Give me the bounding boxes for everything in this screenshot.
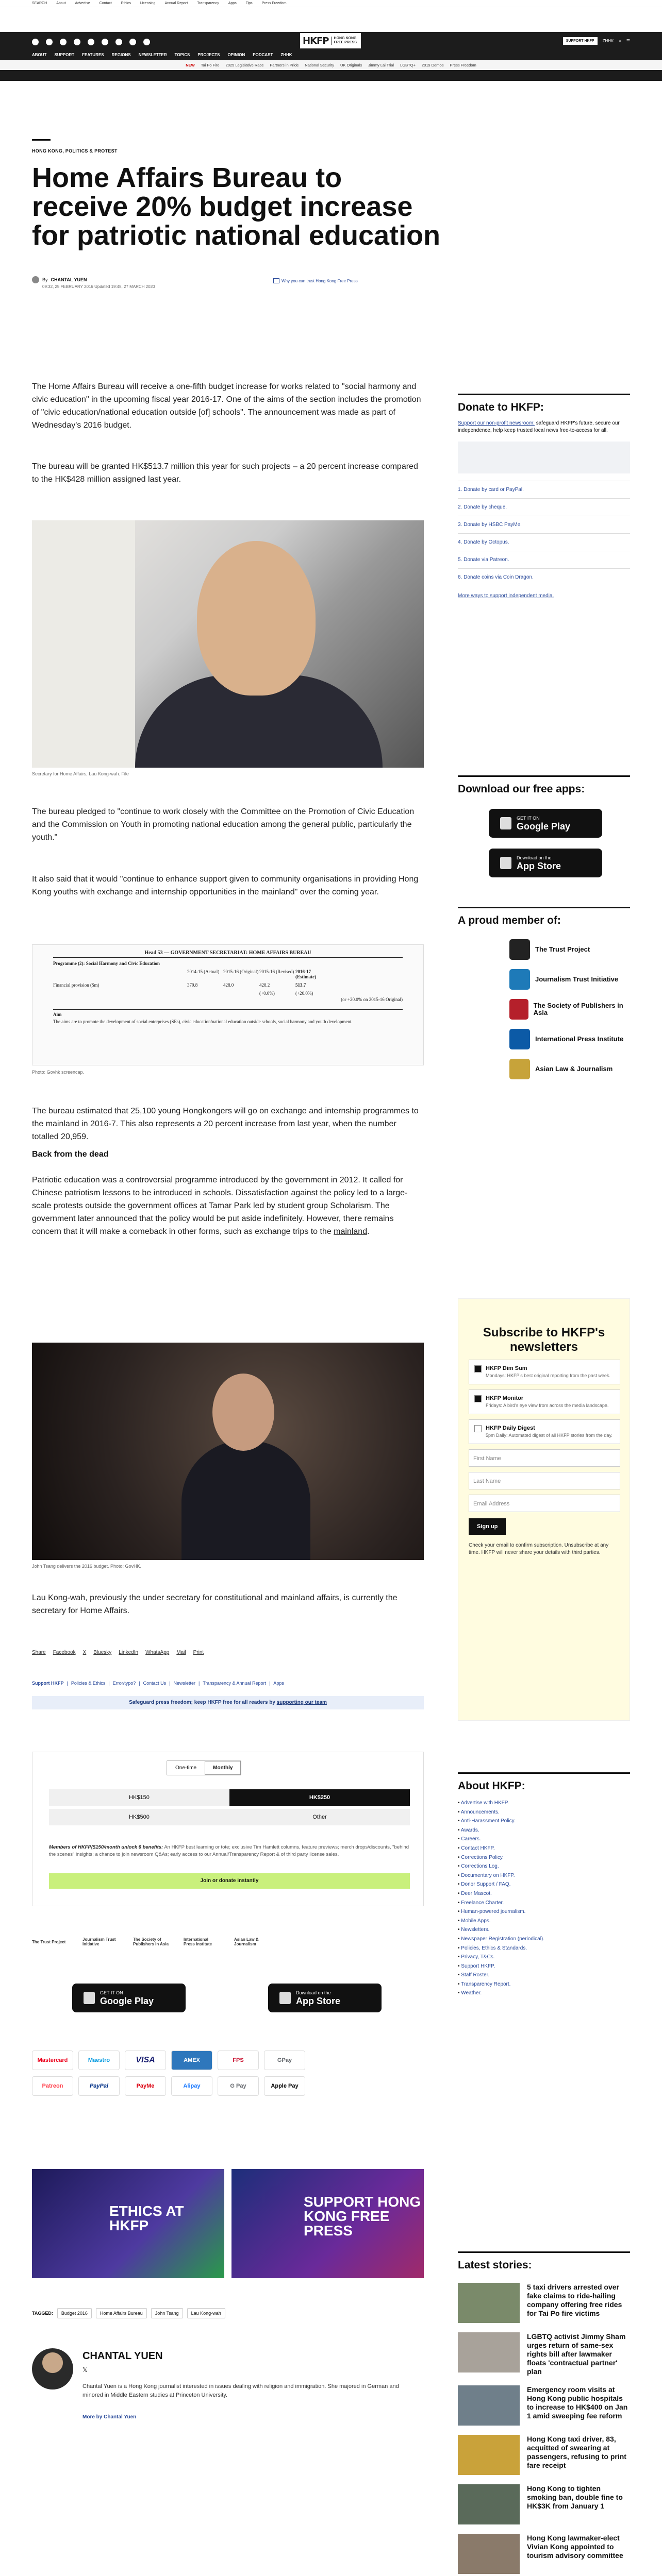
main-nav bbox=[32, 53, 292, 57]
table-row-pct: (+0.0%) (+20.0%) bbox=[259, 991, 313, 996]
payment-logo: PayPal bbox=[78, 2076, 120, 2096]
story-thumbnail bbox=[458, 2435, 520, 2475]
share-mail[interactable]: Mail bbox=[176, 1650, 186, 1655]
donate-methods-list bbox=[458, 481, 630, 586]
about-link[interactable]: • Contact HKFP. bbox=[458, 1844, 630, 1853]
bluesky-icon[interactable] bbox=[102, 39, 108, 45]
topbar-link[interactable]: Contact bbox=[99, 2, 112, 5]
paragraph: The bureau will be granted HK$513.7 million this year for such projects – a 20 percent increase compared to the HK$428 million assigned last year. bbox=[32, 462, 418, 484]
about-link[interactable]: • Awards. bbox=[458, 1826, 630, 1835]
about-link[interactable]: • Corrections Log. bbox=[458, 1862, 630, 1871]
sidebar-heading: Latest stories: bbox=[458, 2251, 630, 2272]
about-link[interactable]: • Anti-Harassment Policy. bbox=[458, 1817, 630, 1826]
nav-item[interactable]: FEATURES bbox=[82, 53, 104, 57]
nav-item[interactable]: REGIONS bbox=[111, 53, 131, 57]
checkbox-checked[interactable] bbox=[474, 1365, 482, 1372]
apple-icon bbox=[500, 857, 511, 869]
payment-methods-row-1 bbox=[32, 2050, 305, 2070]
about-link[interactable]: • Privacy, T&Cs. bbox=[458, 1953, 630, 1962]
story-thumbnail bbox=[458, 2484, 520, 2524]
article-photo-john-tsang bbox=[32, 1343, 424, 1560]
trending-link[interactable]: UK Originals bbox=[340, 62, 362, 67]
payment-logo: Alipay bbox=[171, 2076, 212, 2096]
paragraph: Patriotic education was a controversial programme introduced by the government in 2012. It called for Chinese patriotism lessons to be introduced in schools. Dissatisfaction against the policy led to a large-scale protests outside the government offices at Tamar Park led by student group Scholarism. The government later announced that the policy would be put aside indefinitely. However, there remains concern that it will make a comeback in other forms, such as exchange trips to the mainland. bbox=[32, 1176, 408, 1236]
nav-item[interactable]: TOPICS bbox=[174, 53, 190, 57]
topbar-link[interactable]: Press Freedom bbox=[261, 2, 287, 5]
story-thumbnail bbox=[458, 2534, 520, 2574]
about-link[interactable]: • Staff Roster. bbox=[458, 1971, 630, 1980]
frequency-toggle bbox=[167, 1760, 241, 1775]
payment-logo: Patreon bbox=[32, 2076, 73, 2096]
nav-item[interactable]: ZHHK bbox=[280, 53, 292, 57]
story-title[interactable]: LGBTQ activist Jimmy Sham urges return of same-sex rights bill after lawmaker floats 'contractual partner' plan bbox=[527, 2332, 626, 2376]
article-footer-links: Support HKFP | Policies & Ethics | Error/typo? | Contact Us | Newsletter | Transparency & Annual Report | Apps bbox=[32, 1681, 284, 1686]
support-hkfp-button[interactable]: SUPPORT HKFP bbox=[563, 37, 598, 45]
byline bbox=[32, 276, 87, 283]
footer-link[interactable]: Transparency & Annual Report bbox=[203, 1681, 267, 1686]
topbar-link[interactable]: About bbox=[56, 2, 66, 5]
about-link[interactable]: • Documentary on HKFP. bbox=[458, 1871, 630, 1880]
trending-link[interactable]: 2019 Demos bbox=[421, 62, 444, 67]
paragraph: The bureau estimated that 25,100 young Hongkongers will go on exchange and internship programmes to the mainland in 2016-7. This also represents a 20 percent increase from last year, when the number totalled 20,959. bbox=[32, 1107, 419, 1141]
new-label: NEW bbox=[186, 62, 195, 67]
share-x[interactable]: X bbox=[82, 1650, 87, 1655]
topbar-link[interactable]: Ethics bbox=[121, 2, 131, 5]
share-facebook[interactable]: Facebook bbox=[53, 1650, 76, 1655]
table-programme: Programme (2): Social Harmony and Civic Education bbox=[53, 961, 160, 966]
author-photo bbox=[32, 2348, 73, 2389]
author-name[interactable]: CHANTAL YUEN bbox=[82, 2350, 163, 2362]
app-store-badge[interactable]: Download on the App Store bbox=[268, 1984, 382, 2012]
payment-logo: GPay bbox=[264, 2050, 305, 2070]
member-logo[interactable]: Asian Law & Journalism bbox=[458, 1057, 630, 1081]
donate-graphic bbox=[458, 442, 630, 473]
about-link[interactable]: • Careers. bbox=[458, 1835, 630, 1844]
about-link[interactable]: • Human-powered journalism. bbox=[458, 1907, 630, 1917]
topbar-link[interactable]: Advertise bbox=[75, 2, 90, 5]
app-store-badge[interactable]: Download on the App Store bbox=[489, 849, 602, 877]
amount-option[interactable]: HK$150 bbox=[49, 1789, 229, 1806]
sidebar-heading: Donate to HKFP: bbox=[458, 394, 630, 414]
article-photo-lau-kong-wah bbox=[32, 520, 424, 768]
subscribe-note: Check your email to confirm subscription. Unsubscribe at any time. HKFP will never share your details with third parties. bbox=[469, 1543, 609, 1555]
email-input[interactable]: Email Address bbox=[469, 1495, 620, 1512]
payment-logo: G Pay bbox=[218, 2076, 259, 2096]
logo-wordmark: HONG KONG FREE PRESS bbox=[332, 37, 357, 45]
story-thumbnail bbox=[458, 2332, 520, 2372]
support-team-link[interactable]: supporting our team bbox=[276, 1700, 327, 1705]
about-link[interactable]: • Announcements. bbox=[458, 1808, 630, 1817]
instagram-icon[interactable] bbox=[60, 39, 67, 45]
donate-method[interactable]: 3. Donate by HSBC PayMe. bbox=[458, 516, 630, 533]
trending-link[interactable]: Tai Po Fire bbox=[201, 62, 220, 67]
about-link[interactable]: • Corrections Policy. bbox=[458, 1853, 630, 1862]
tag-link[interactable]: Budget 2016 bbox=[57, 2308, 92, 2318]
more-ways-link[interactable]: More ways to support independent media. bbox=[458, 593, 554, 599]
story-title[interactable]: Hong Kong to tighten smoking ban, double fine to HK$3K from January 1 bbox=[527, 2484, 623, 2510]
last-name-input[interactable]: Last Name bbox=[469, 1472, 620, 1489]
tab-one-time[interactable]: One-time bbox=[175, 1765, 197, 1771]
donation-widget bbox=[32, 1752, 424, 1906]
newsletter-option[interactable]: HKFP Daily Digest 5pm Daily: Automated digest of all HKFP stories from the day. bbox=[469, 1419, 620, 1444]
trending-bar bbox=[0, 60, 662, 70]
section-heading: Back from the dead bbox=[32, 1150, 109, 1159]
trending-link[interactable]: Press Freedom bbox=[450, 62, 476, 67]
table-aim-label: Aim bbox=[53, 1009, 403, 1017]
topbar-link[interactable]: Annual Report bbox=[164, 2, 188, 5]
payment-logo: AMEX bbox=[171, 2050, 212, 2070]
story-title[interactable]: Emergency room visits at Hong Kong public hospitals to increase to HK$400 on Jan 1 amid sweeping fee reform bbox=[527, 2385, 628, 2420]
table-heading: Head 53 — GOVERNMENT SECRETARIAT: HOME AFFAIRS BUREAU bbox=[53, 950, 403, 958]
search-icon[interactable]: ⌕ bbox=[619, 38, 621, 43]
story-item[interactable] bbox=[458, 2283, 630, 2323]
top-utility-bar bbox=[0, 0, 662, 7]
sidebar-heading: A proud member of: bbox=[458, 907, 630, 927]
site-logo[interactable] bbox=[300, 33, 361, 48]
trust-icon bbox=[273, 278, 279, 283]
table-row: Financial provision ($m) 379.8 428.0 428.2 513.7 bbox=[53, 982, 306, 988]
join-donate-button[interactable]: Join or donate instantly bbox=[49, 1873, 410, 1889]
threads-icon[interactable] bbox=[88, 39, 94, 45]
table-header-row: 2014-15 (Actual) 2015-16 (Original) 2015-16 (Revised) 2016-17 (Estimate) bbox=[187, 969, 316, 979]
photo-caption: John Tsang delivers the 2016 budget. Photo: GovHK. bbox=[32, 1564, 141, 1569]
donate-method[interactable]: 1. Donate by card or PayPal. bbox=[458, 481, 630, 498]
rss-icon[interactable] bbox=[143, 39, 150, 45]
story-title[interactable]: 5 taxi drivers arrested over fake claims to ride-hailing company offering free rides for Tai Po fire victims bbox=[527, 2283, 622, 2317]
member-logo[interactable]: Asian Law & Journalism bbox=[234, 1937, 259, 1946]
member-logo[interactable]: Journalism Trust Initiative bbox=[82, 1937, 116, 1946]
support-banner[interactable] bbox=[231, 2169, 424, 2278]
header-actions bbox=[563, 37, 630, 45]
trending-link[interactable]: National Security bbox=[305, 62, 334, 67]
paragraph: The Home Affairs Bureau will receive a one-fifth budget increase for works related to "social harmony and civic education" in the upcoming fiscal year 2016-17. One of the aims of the section includes the promotion of "civic education/national education outside [of] schools". The announcement was made as part of Wednesday's 2016 budget. bbox=[32, 382, 421, 430]
table-aim: The aims are to promote the development of social enterprises (SEs), civic education/national education outside schools, social harmony and youth development. bbox=[53, 1019, 353, 1024]
photo-caption: Photo: Govhk screencap. bbox=[32, 1070, 85, 1075]
amount-option-other[interactable]: Other bbox=[229, 1809, 410, 1825]
payment-logo: Apple Pay bbox=[264, 2076, 305, 2096]
trust-link[interactable]: Why you can trust Hong Kong Free Press bbox=[273, 278, 358, 283]
more-by-author-link[interactable]: More by Chantal Yuen bbox=[82, 2414, 137, 2420]
payment-methods-row-2 bbox=[32, 2076, 305, 2096]
footer-link[interactable]: Newsletter bbox=[173, 1681, 195, 1686]
about-link[interactable]: • Newsletters. bbox=[458, 1925, 630, 1935]
ethics-banner[interactable] bbox=[32, 2169, 224, 2278]
logo-short: HKFP bbox=[303, 35, 329, 46]
subscribe-heading: Subscribe to HKFP's newsletters bbox=[483, 1326, 605, 1354]
article-headline: Home Affairs Bureau to receive 20% budget increase for patriotic national education bbox=[32, 162, 441, 251]
story-item[interactable] bbox=[458, 2385, 630, 2426]
payment-logo: VISA bbox=[125, 2050, 166, 2070]
newsletter-option[interactable]: HKFP Dim Sum Mondays: HKFP's best original reporting from the past week. bbox=[469, 1360, 620, 1384]
tag-link[interactable]: John Tsang bbox=[151, 2308, 183, 2318]
topbar-link[interactable]: Transparency bbox=[197, 2, 219, 5]
trending-link[interactable]: Partners in Pride bbox=[270, 62, 299, 67]
tab-monthly[interactable]: Monthly bbox=[205, 1761, 241, 1775]
donate-intro: Support our non-profit newsroom: safeguard HKFP's future, secure our independence, help keep trusted local news free-to-access for all. bbox=[458, 420, 620, 433]
author-link[interactable]: CHANTAL YUEN bbox=[51, 277, 87, 282]
support-banner-text: SUPPORT HONG KONG FREE PRESS bbox=[304, 2194, 421, 2239]
share-linkedin[interactable]: LinkedIn bbox=[119, 1650, 139, 1655]
paragraph: Lau Kong-wah, previously the under secretary for constitutional and mainland affairs, is currently the secretary for Home Affairs. bbox=[32, 1594, 398, 1615]
footer-link[interactable]: Policies & Ethics bbox=[71, 1681, 106, 1686]
about-link[interactable]: • Weather. bbox=[458, 1989, 630, 1998]
safeguard-banner: Safeguard press freedom; keep HKFP free for all readers by supporting our team bbox=[32, 1696, 424, 1709]
nav-item[interactable]: OPINION bbox=[227, 53, 245, 57]
member-logo[interactable]: International Press Institute bbox=[184, 1937, 212, 1946]
donate-method[interactable]: 2. Donate by cheque. bbox=[458, 498, 630, 516]
about-list bbox=[458, 1799, 630, 1998]
donate-method[interactable]: 5. Donate via Patreon. bbox=[458, 551, 630, 568]
about-link[interactable]: • Deer Mascot. bbox=[458, 1889, 630, 1899]
share-bluesky[interactable]: Bluesky bbox=[93, 1650, 112, 1655]
donate-method[interactable]: 4. Donate by Octopus. bbox=[458, 533, 630, 551]
share-link[interactable]: Share bbox=[32, 1650, 46, 1655]
footer-link[interactable]: Error/typo? bbox=[112, 1681, 136, 1686]
payment-logo: Mastercard bbox=[32, 2050, 73, 2070]
youtube-icon[interactable] bbox=[74, 39, 80, 45]
nav-item[interactable]: SUPPORT bbox=[54, 53, 75, 57]
author-bio: Chantal Yuen is a Hong Kong journalist interested in issues dealing with religion and immigration. She majored in German and minored in Middle Eastern studies at Princeton University. bbox=[82, 2383, 399, 2398]
sidebar-donate bbox=[458, 394, 630, 599]
topbar-link[interactable]: Licensing bbox=[140, 2, 156, 5]
article-category[interactable]: HONG KONG, POLITICS & PROTEST bbox=[32, 148, 118, 154]
paragraph: The bureau pledged to "continue to work closely with the Committee on the Promotion of Civic Education and the Commission on Youth in promoting national education among the general public, particularly the youth." bbox=[32, 807, 415, 842]
topbar-link[interactable]: Tips bbox=[245, 2, 253, 5]
trending-link[interactable]: 2025 Legislative Race bbox=[225, 62, 264, 67]
tag-link[interactable]: Home Affairs Bureau bbox=[96, 2308, 147, 2318]
trending-link[interactable]: Jimmy Lai Trial bbox=[368, 62, 394, 67]
sidebar-heading: About HKFP: bbox=[458, 1772, 630, 1792]
about-link[interactable]: • Mobile Apps. bbox=[458, 1917, 630, 1926]
first-name-input[interactable]: First Name bbox=[469, 1449, 620, 1467]
story-item[interactable] bbox=[458, 2484, 630, 2524]
author-avatar bbox=[32, 276, 39, 283]
member-logo[interactable]: The Trust Project bbox=[458, 937, 630, 962]
linkedin-icon[interactable] bbox=[115, 39, 122, 45]
sidebar-memberships bbox=[458, 907, 630, 1087]
kicker-rule bbox=[32, 139, 51, 141]
nav-item[interactable]: PODCAST bbox=[253, 53, 273, 57]
byline-prefix: By bbox=[42, 277, 48, 282]
sidebar-heading: Download our free apps: bbox=[458, 775, 630, 795]
signup-button[interactable]: Sign up bbox=[469, 1518, 506, 1535]
payment-logo: FPS bbox=[218, 2050, 259, 2070]
nav-item[interactable]: ABOUT bbox=[32, 53, 47, 57]
topbar-link[interactable]: SEARCH bbox=[32, 2, 47, 5]
membership-note: Members of HKFP($150/month unlock 6 benefits: An HKFP best learning or tote; exclusive Tim Hamlett columns, feature previews; merch drops/discounts, "behind the scenes" insights; a chance to join newsroom Q&As; early access to our Annual/Transparency Report & of third party license sales. bbox=[49, 1844, 409, 1857]
x-icon[interactable]: 𝕏 bbox=[82, 2366, 88, 2374]
member-logo[interactable]: Journalism Trust Initiative bbox=[458, 967, 630, 992]
lang-switch[interactable]: ZHHK bbox=[602, 39, 614, 43]
tags-row bbox=[32, 2308, 225, 2318]
google-play-icon bbox=[84, 1992, 95, 2004]
story-thumbnail bbox=[458, 2283, 520, 2323]
payment-logo: Maestro bbox=[78, 2050, 120, 2070]
budget-table-screenshot bbox=[32, 944, 424, 1065]
footer-link[interactable]: Contact Us bbox=[143, 1681, 167, 1686]
about-link[interactable]: • Policies, Ethics & Standards. bbox=[458, 1944, 630, 1953]
x-icon[interactable] bbox=[46, 39, 53, 45]
member-logos-row bbox=[32, 1937, 270, 1946]
checkbox-checked[interactable] bbox=[474, 1395, 482, 1402]
member-logo[interactable]: International Press Institute bbox=[458, 1027, 630, 1052]
social-links bbox=[32, 39, 150, 45]
telegram-icon[interactable] bbox=[129, 39, 136, 45]
tag-link[interactable]: Lau Kong-wah bbox=[187, 2308, 225, 2318]
donate-method[interactable]: 6. Donate coins via Coin Dragon. bbox=[458, 568, 630, 586]
topbar-link[interactable]: Apps bbox=[228, 2, 237, 5]
payment-logo: PayMe bbox=[125, 2076, 166, 2096]
story-title[interactable]: Hong Kong taxi driver, 83, acquitted of swearing at passengers, refusing to print fare receipt bbox=[527, 2435, 626, 2469]
article-dates: 09:32, 25 FEBRUARY 2016 Updated 19:48, 27 MARCH 2020 bbox=[42, 284, 155, 289]
story-item[interactable] bbox=[458, 2534, 630, 2574]
about-link[interactable]: • Support HKFP. bbox=[458, 1962, 630, 1971]
about-link[interactable]: • Transparency Report. bbox=[458, 1980, 630, 1989]
mainland-link[interactable]: mainland bbox=[334, 1227, 368, 1236]
sidebar-apps bbox=[458, 775, 630, 795]
sidebar-latest bbox=[458, 2251, 630, 2576]
menu-icon[interactable]: ☰ bbox=[626, 39, 630, 43]
about-link[interactable]: • Freelance Charter. bbox=[458, 1899, 630, 1908]
nav-item[interactable]: PROJECTS bbox=[197, 53, 220, 57]
story-item[interactable] bbox=[458, 2435, 630, 2475]
newsletter-option[interactable]: HKFP Monitor Fridays: A bird's eye view from across the media landscape. bbox=[469, 1389, 620, 1414]
story-title[interactable]: Hong Kong lawmaker-elect Vivian Kong appointed to tourism advisory committee bbox=[527, 2534, 623, 2560]
member-logo[interactable]: The Trust Project bbox=[32, 1939, 66, 1944]
story-item[interactable] bbox=[458, 2332, 630, 2376]
table-note: (or +20.0% on 2015-16 Original) bbox=[341, 997, 403, 1002]
share-bar bbox=[32, 1650, 204, 1655]
google-play-badge[interactable]: GET IT ON Google Play bbox=[72, 1984, 186, 2012]
about-link[interactable]: • Newspaper Registration (periodical). bbox=[458, 1935, 630, 1944]
nav-item[interactable]: NEWSLETTER bbox=[138, 53, 167, 57]
footer-link[interactable]: Apps bbox=[273, 1681, 284, 1686]
story-thumbnail bbox=[458, 2385, 520, 2426]
share-print[interactable]: Print bbox=[193, 1650, 204, 1655]
amount-option-selected[interactable]: HK$250 bbox=[229, 1789, 410, 1806]
ethics-banner-text: ETHICS AT HKFP bbox=[109, 2203, 184, 2233]
sidebar-about bbox=[458, 1772, 630, 1998]
tags-label: TAGGED: bbox=[32, 2311, 53, 2316]
member-logo[interactable]: The Society of Publishers in Asia bbox=[133, 1937, 169, 1946]
apple-icon bbox=[279, 1992, 291, 2004]
facebook-icon[interactable] bbox=[32, 39, 39, 45]
trending-link[interactable]: LGBTQ+ bbox=[400, 62, 416, 67]
member-logo[interactable]: The Society of Publishers in Asia bbox=[458, 997, 630, 1022]
paragraph: It also said that it would "continue to enhance support given to community organisations in providing Hong Kong youths with exchange and internship opportunities in the mainland" over the coming year. bbox=[32, 875, 419, 896]
newsletter-signup bbox=[458, 1298, 630, 1721]
about-link[interactable]: • Donor Support / FAQ. bbox=[458, 1880, 630, 1889]
google-play-icon bbox=[500, 817, 511, 829]
google-play-badge[interactable]: GET IT ON Google Play bbox=[489, 809, 602, 838]
about-link[interactable]: • Advertise with HKFP. bbox=[458, 1799, 630, 1808]
donate-intro-link[interactable]: Support our non-profit newsroom: bbox=[458, 420, 535, 426]
footer-link[interactable]: Support HKFP bbox=[32, 1681, 64, 1686]
share-whatsapp[interactable]: WhatsApp bbox=[145, 1650, 170, 1655]
photo-caption: Secretary for Home Affairs, Lau Kong-wah. File bbox=[32, 771, 129, 776]
amount-option[interactable]: HK$500 bbox=[49, 1809, 229, 1825]
checkbox-unchecked[interactable] bbox=[474, 1425, 482, 1432]
